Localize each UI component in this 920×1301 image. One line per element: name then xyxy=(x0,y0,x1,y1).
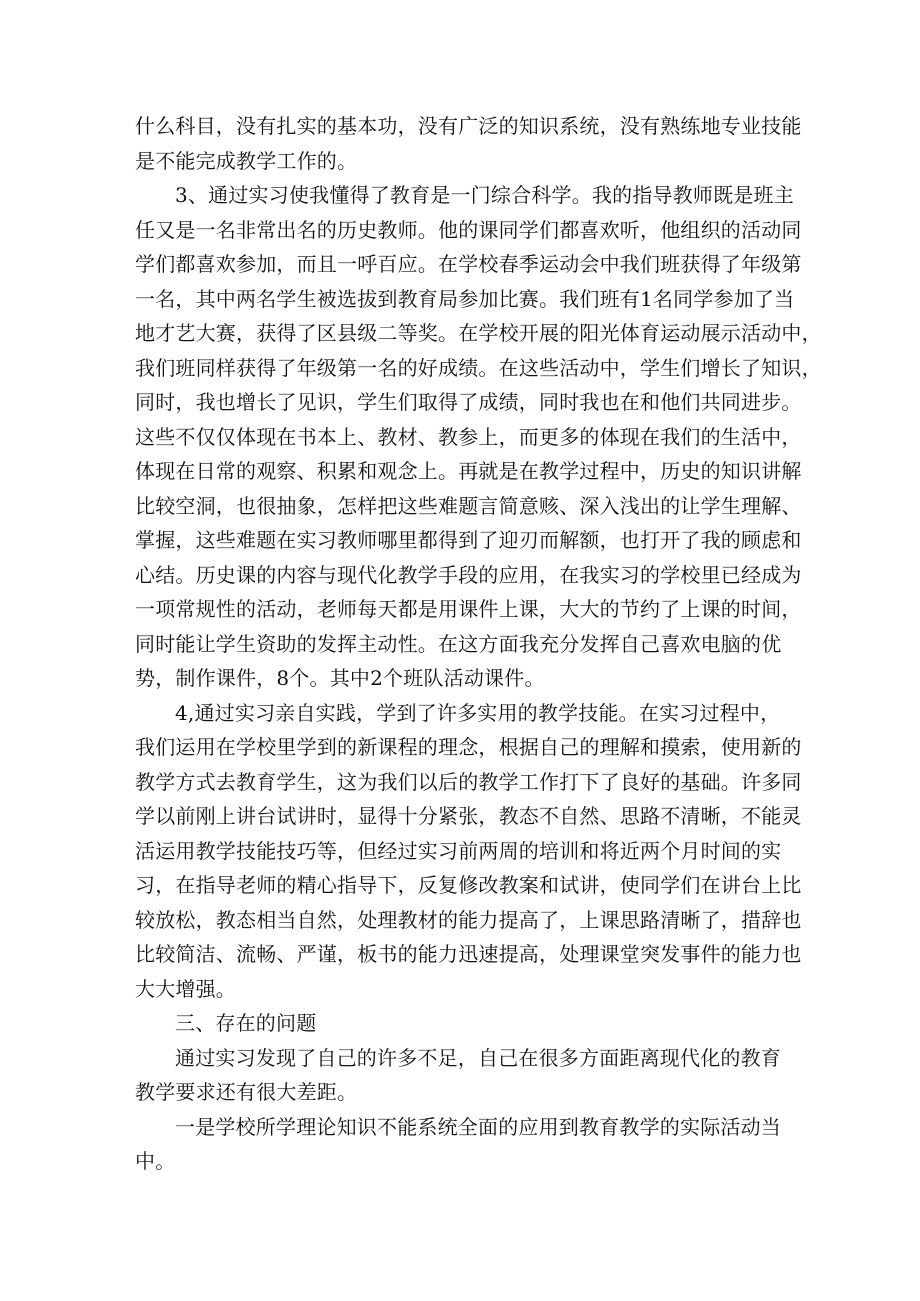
body-line: 掌握，这些难题在实习教师哪里都得到了迎刃而解额，也打开了我的顾虑和 xyxy=(135,528,802,552)
body-line: 是不能完成教学工作的。 xyxy=(135,148,358,173)
body-line: 大大增强。 xyxy=(135,976,236,1001)
body-line: 同时能让学生资助的发挥主动性。在这方面我充分发挥自己喜欢电脑的优 xyxy=(135,631,782,656)
body-line: 什么科目，没有扎实的基本功，没有广泛的知识系统，没有熟练地专业技能 xyxy=(135,114,802,138)
section-4-line: 4,通过实习亲自实践，学到了许多实用的教学技能。在实习过程中， xyxy=(175,700,781,725)
body-line: 中。 xyxy=(135,1149,176,1173)
body-line: 教学要求还有很大差距。 xyxy=(135,1080,358,1104)
body-line: 一名，其中两名学生被选拔到教育局参加比赛。我们班有1名同学参加了当 xyxy=(135,286,795,311)
body-line: 心结。历史课的内容与现代化教学手段的应用，在我实习的学校里已经成为 xyxy=(135,562,802,587)
body-line: 教学方式去教育学生，这为我们以后的教学工作打下了良好的基础。许多同 xyxy=(135,769,802,794)
body-line: 一项常规性的活动，老师每天都是用课件上课，大大的节约了上课的时间， xyxy=(135,597,802,621)
body-line: 学以前刚上讲台试讲时，显得十分紧张，教态不自然、思路不清晰，不能灵 xyxy=(135,804,802,828)
section-3-line: 3、通过实习使我懂得了教育是一门综合科学。我的指导教师既是班主 xyxy=(175,183,794,207)
body-line: 同时，我也增长了见识，学生们取得了成绩，同时我也在和他们共同进步。 xyxy=(135,390,802,414)
body-line: 这些不仅仅体现在书本上、教材、教参上，而更多的体现在我们的生活中， xyxy=(135,424,802,449)
body-line: 较放松，教态相当自然，处理教材的能力提高了，上课思路清晰了，措辞也 xyxy=(135,907,802,932)
body-line: 任又是一名非常出名的历史教师。他的课同学们都喜欢听，他组织的活动同 xyxy=(135,217,802,242)
body-line: 势，制作课件，8个。其中2个班队活动课件。 xyxy=(135,666,545,690)
document-body xyxy=(135,109,822,1179)
body-line: 一是学校所学理论知识不能系统全面的应用到教育教学的实际活动当 xyxy=(175,1114,781,1139)
body-line: 通过实习发现了自己的许多不足，自己在很多方面距离现代化的教育 xyxy=(175,1045,781,1070)
body-line: 我们运用在学校里学到的新课程的理念，根据自己的理解和摸索，使用新的 xyxy=(135,735,802,759)
body-line: 学们都喜欢参加，而且一呼百应。在学校春季运动会中我们班获得了年级第 xyxy=(135,252,802,276)
body-line: 比较简洁、流畅、严谨，板书的能力迅速提高，处理课堂突发事件的能力也 xyxy=(135,942,802,966)
body-line: 比较空洞，也很抽象，怎样把这些难题言简意赅、深入浅出的让学生理解、 xyxy=(135,493,802,518)
body-line: 我们班同样获得了年级第一名的好成绩。在这些活动中，学生们增长了知识， xyxy=(135,355,822,380)
section-heading: 三、存在的问题 xyxy=(175,1011,317,1035)
body-line: 习，在指导老师的精心指导下，反复修改教案和试讲，使同学们在讲台上比 xyxy=(135,873,802,897)
body-line: 地才艺大赛，获得了区县级二等奖。在学校开展的阳光体育运动展示活动中， xyxy=(135,321,822,345)
body-line: 体现在日常的观察、积累和观念上。再就是在教学过程中，历史的知识讲解 xyxy=(135,459,802,483)
body-line: 活运用教学技能技巧等，但经过实习前两周的培训和将近两个月时间的实 xyxy=(135,838,782,863)
